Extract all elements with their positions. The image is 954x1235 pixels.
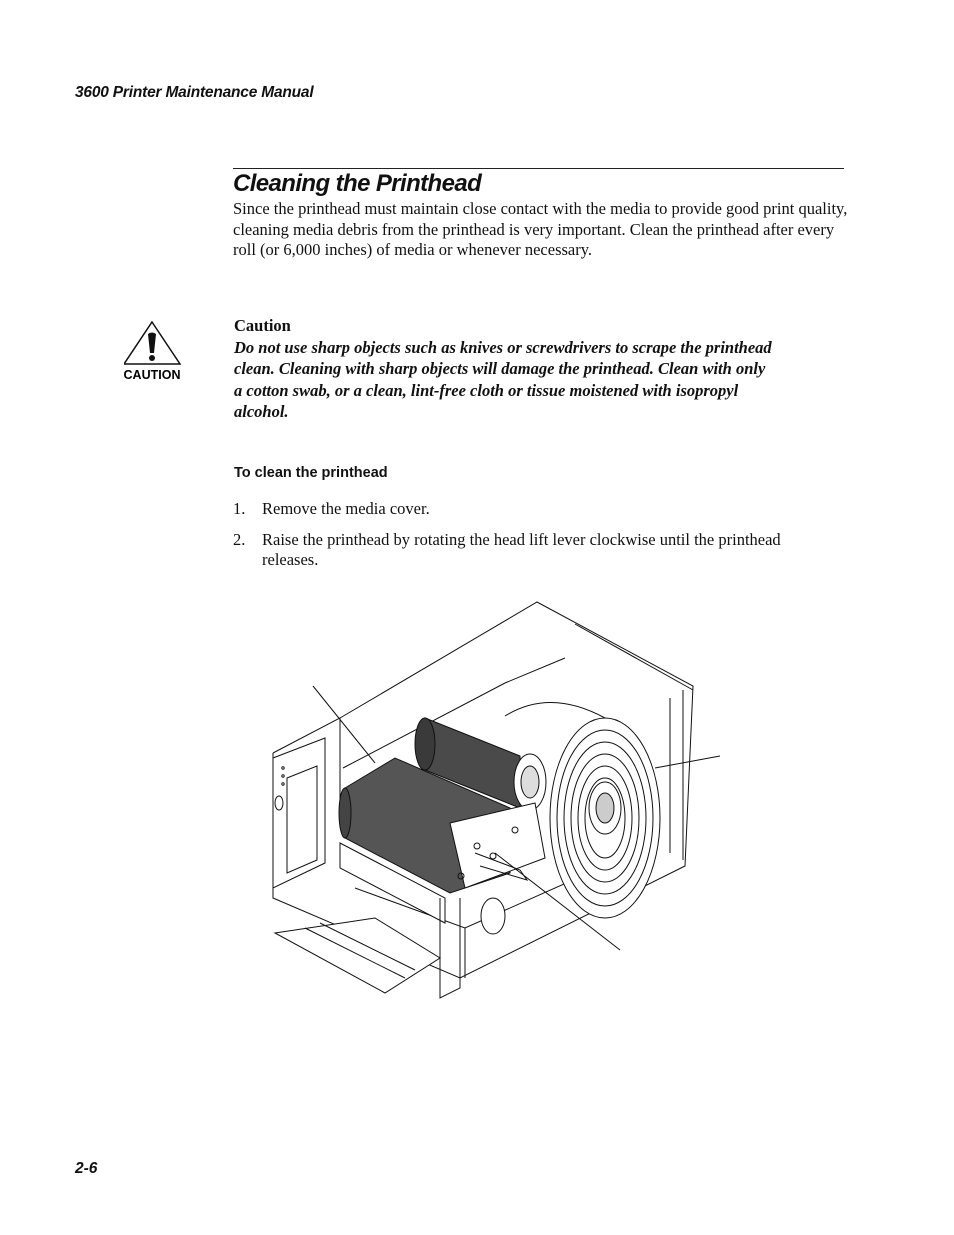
intro-paragraph: Since the printhead must maintain close contact with the media to provide good print quality, cleaning media debris from the printhead is very important. Clean the printhead after every roll (or 6,000 inches) of media or whenever necessary.	[233, 199, 848, 259]
step-item	[233, 499, 833, 520]
step-item	[233, 530, 833, 571]
caution-heading: Caution	[234, 316, 291, 335]
caution-text: Do not use sharp objects such as knives or screwdrivers to scrape the printhead clean. Cleaning with sharp objects will damage the printhead. Clean with only a cotton swab, or a clean, lint-free cloth or tissue moistened with isopropyl alcohol.	[234, 338, 772, 421]
printer-printhead-illustration	[265, 598, 725, 1008]
running-header: 3600 Printer Maintenance Manual	[75, 84, 314, 101]
procedure-heading: To clean the printhead	[234, 465, 388, 481]
step-number: 2.	[233, 529, 246, 549]
caution-icon	[124, 320, 184, 382]
step-text: Remove the media cover.	[262, 499, 430, 518]
procedure-steps	[233, 499, 833, 581]
step-number: 1.	[233, 499, 246, 518]
page-number: 2-6	[75, 1160, 98, 1177]
section-rule	[233, 168, 844, 169]
section-title: Cleaning the Printhead	[233, 170, 482, 197]
caution-icon-label: CAUTION	[124, 368, 181, 382]
step-text: Raise the printhead by rotating the head lift lever clockwise until the printhead releases.	[262, 529, 781, 569]
